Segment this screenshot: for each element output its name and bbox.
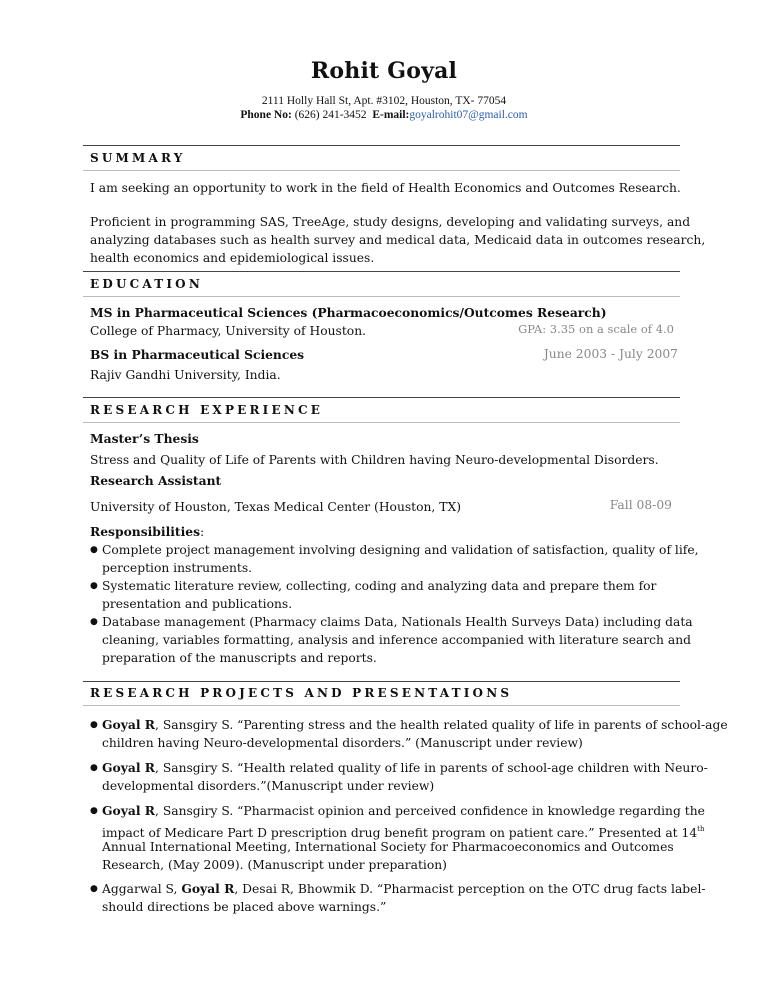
education-heading: EDUCATION: [90, 277, 203, 291]
responsibility-item: Database management (Pharmacy claims Data, Nationals Health Surveys Data) including data: [102, 615, 693, 629]
publication-item: Goyal R, Sansgiry S. “Parenting stress and the health related quality of life in parents of school-age: [102, 717, 728, 732]
summary-objective: I am seeking an opportunity to work in the field of Health Economics and Outcomes Research.: [90, 181, 681, 195]
section-rule: [83, 170, 680, 171]
publication-item-cont: Annual International Meeting, International Society for Pharmacoeconomics and Outcomes: [102, 840, 674, 854]
bullet-icon: ●: [90, 884, 98, 894]
section-rule: [83, 296, 680, 297]
ra-title: Research Assistant: [90, 473, 222, 488]
summary-line: Proficient in programming SAS, TreeAge, study designs, developing and validating surveys, and: [90, 215, 691, 229]
bullet-icon: ●: [90, 806, 98, 816]
ms-degree-title: MS in Pharmaceutical Sciences (Pharmacoeconomics/Outcomes Research): [90, 305, 607, 320]
email-link[interactable]: goyalrohit07@gmail.com: [409, 109, 528, 121]
section-rule: [83, 271, 680, 272]
publication-item: Goyal R, Sansgiry S. “Health related quality of life in parents of school-age children with Neuro-: [102, 760, 708, 775]
section-rule: [83, 422, 680, 423]
ms-gpa: GPA: 3.35 on a scale of 4.0: [518, 322, 674, 336]
publication-item: Aggarwal S, Goyal R, Desai R, Bhowmik D. “Pharmacist perception on the OTC drug facts label-: [102, 881, 706, 896]
responsibility-item-cont: cleaning, variables formatting, analysis and inference accompanied with literature search and: [102, 633, 692, 647]
summary-line: health economics and epidemiological issues.: [90, 251, 375, 265]
bullet-icon: ●: [90, 545, 98, 555]
ra-dates: Fall 08-09: [609, 498, 672, 512]
summary-line: analyzing databases such as health survey and medical data, Medicaid data in outcomes research,: [90, 233, 706, 247]
responsibility-item-cont: preparation of the manuscripts and reports.: [102, 651, 377, 665]
section-rule: [83, 145, 680, 146]
responsibility-item-cont: perception instruments.: [102, 561, 253, 575]
bs-degree-title: BS in Pharmaceutical Sciences: [90, 347, 305, 362]
summary-heading: SUMMARY: [90, 151, 186, 165]
bs-dates: June 2003 - July 2007: [543, 347, 678, 361]
projects-heading: RESEARCH PROJECTS AND PRESENTATIONS: [90, 686, 513, 700]
email-label: E-mail:: [372, 109, 410, 121]
bullet-icon: ●: [90, 720, 98, 730]
ms-school: College of Pharmacy, University of Houston.: [90, 324, 367, 338]
bs-school: Rajiv Gandhi University, India.: [90, 368, 281, 382]
publication-item-cont: developmental disorders.”(Manuscript under review): [102, 779, 435, 793]
contact-line: [0, 109, 768, 121]
phone-number: (626) 241-3452: [294, 109, 367, 121]
phone-label: Phone No:: [240, 109, 292, 121]
ra-place: University of Houston, Texas Medical Center (Houston, TX): [90, 500, 462, 514]
publication-item-cont: Research, (May 2009). (Manuscript under preparation): [102, 858, 447, 872]
bullet-icon: ●: [90, 763, 98, 773]
bullet-icon: ●: [90, 581, 98, 591]
publication-item-cont: should directions be placed above warnings.”: [102, 900, 387, 914]
responsibilities-label: Responsibilities:: [90, 524, 205, 539]
responsibility-item: Complete project management involving designing and validation of satisfaction, quality of life,: [102, 543, 699, 557]
publication-item: Goyal R, Sansgiry S. “Pharmacist opinion and perceived confidence in knowledge regarding the: [102, 803, 705, 818]
section-rule: [83, 705, 680, 706]
responsibility-item: Systematic literature review, collecting, coding and analyzing data and prepare them for: [102, 579, 657, 593]
publication-item-cont: children having Neuro-developmental disorders.” (Manuscript under review): [102, 736, 583, 750]
responsibility-item-cont: presentation and publications.: [102, 597, 293, 611]
section-rule: [83, 397, 680, 398]
publication-item-cont: impact of Medicare Part D prescription drug benefit program on patient care.” Presented at 14th: [102, 825, 705, 840]
thesis-title: Master’s Thesis: [90, 431, 199, 446]
bullet-icon: ●: [90, 617, 98, 627]
section-rule: [83, 681, 680, 682]
thesis-text: Stress and Quality of Life of Parents with Children having Neuro-developmental Disorders.: [90, 453, 659, 467]
candidate-name: Rohit Goyal: [310, 58, 458, 84]
address: 2111 Holly Hall St, Apt. #3102, Houston, TX- 77054: [261, 95, 507, 107]
research-heading: RESEARCH EXPERIENCE: [90, 403, 324, 417]
